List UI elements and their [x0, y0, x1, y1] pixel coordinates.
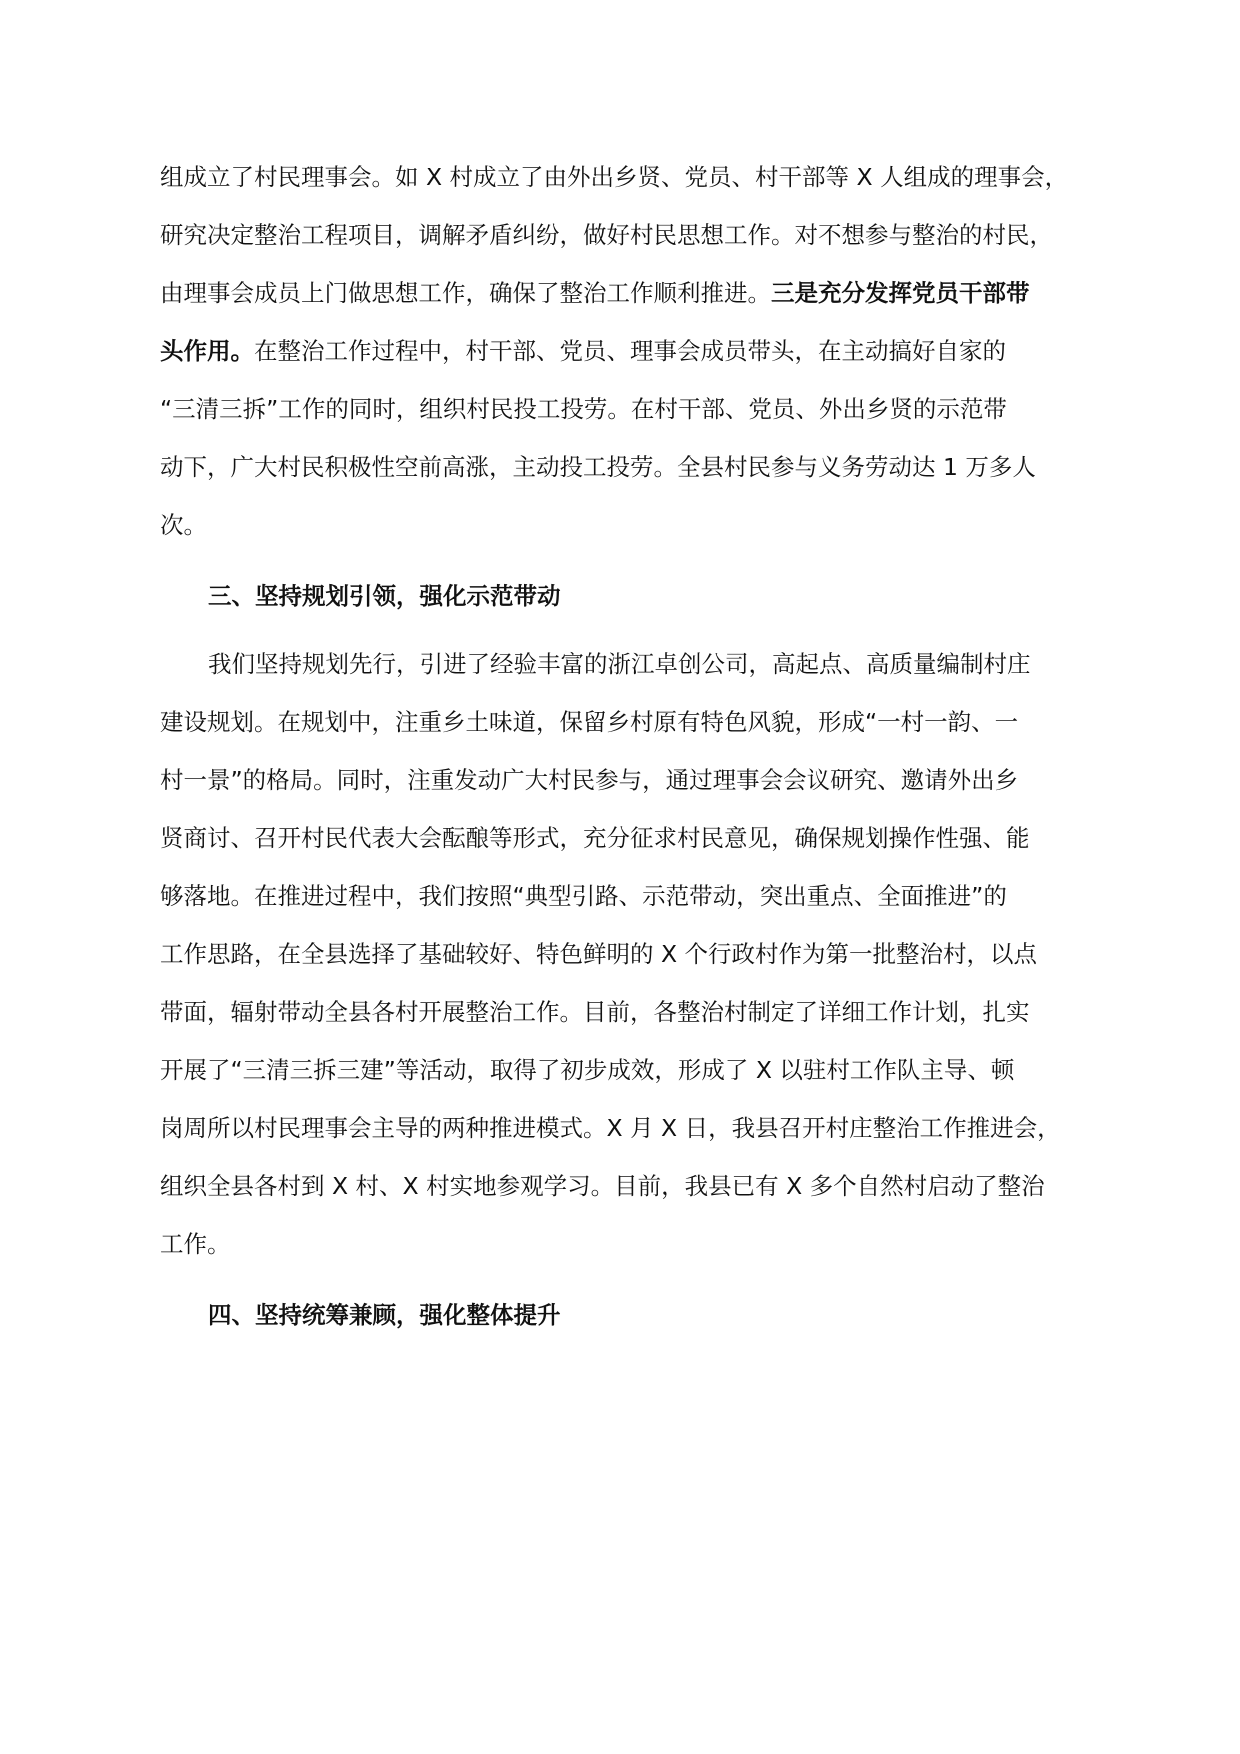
paragraph-line: 岗周所以村民理事会主导的两种推进模式。X 月 X 日，我县召开村庄整治工作推进会， [160, 1114, 1061, 1142]
paragraph-line [160, 334, 1100, 368]
paragraph-line: 工作思路，在全县选择了基础较好、特色鲜明的 X 个行政村作为第一批整治村，以点 [160, 940, 1038, 968]
bold-lead-text: 三是充分发挥党员干部带 [771, 279, 1030, 307]
paragraph-line: 组织全县各村到 X 村、X 村实地参观学习。目前，我县已有 X 多个自然村启动了整治 [160, 1172, 1045, 1200]
paragraph-line: 研究决定整治工程项目，调解矛盾纠纷，做好村民思想工作。对不想参与整治的村民， [160, 221, 1053, 249]
paragraph-line: 我们坚持规划先行，引进了经验丰富的浙江卓创公司，高起点、高质量编制村庄 [208, 650, 1031, 678]
paragraph-text: 由理事会成员上门做思想工作，确保了整治工作顺利推进。 [160, 279, 771, 307]
section-heading: 四、坚持统筹兼顾，强化整体提升 [208, 1301, 561, 1329]
paragraph-line: 建设规划。在规划中，注重乡土味道，保留乡村原有特色风貌，形成“一村一韵、一 [160, 708, 1019, 736]
paragraph-line: 开展了“三清三拆三建”等活动，取得了初步成效，形成了 X 以驻村工作队主导、顿 [160, 1056, 1015, 1084]
paragraph-line [160, 276, 1100, 310]
paragraph-line: 工作。 [160, 1230, 231, 1258]
paragraph-line: 次。 [160, 511, 207, 539]
paragraph-line: 贤商讨、召开村民代表大会酝酿等形式，充分征求村民意见，确保规划操作性强、能 [160, 824, 1030, 852]
paragraph-line: 组成立了村民理事会。如 X 村成立了由外出乡贤、党员、村干部等 X 人组成的理事会， [160, 163, 1069, 191]
paragraph-line: 村一景”的格局。同时，注重发动广大村民参与，通过理事会会议研究、邀请外出乡 [160, 766, 1019, 794]
section-heading: 三、坚持规划引领，强化示范带动 [208, 582, 561, 610]
paragraph-text: 在整治工作过程中，村干部、党员、理事会成员带头，在主动搞好自家的 [254, 337, 1006, 365]
paragraph-line: 带面，辐射带动全县各村开展整治工作。目前，各整治村制定了详细工作计划，扎实 [160, 998, 1030, 1026]
bold-lead-text: 头作用。 [160, 337, 254, 365]
paragraph-line: “三清三拆”工作的同时，组织村民投工投劳。在村干部、党员、外出乡贤的示范带 [160, 395, 1007, 423]
paragraph-line: 够落地。在推进过程中，我们按照“典型引路、示范带动，突出重点、全面推进”的 [160, 882, 1007, 910]
paragraph-line: 动下，广大村民积极性空前高涨，主动投工投劳。全县村民参与义务劳动达 1 万多人 [160, 453, 1036, 481]
